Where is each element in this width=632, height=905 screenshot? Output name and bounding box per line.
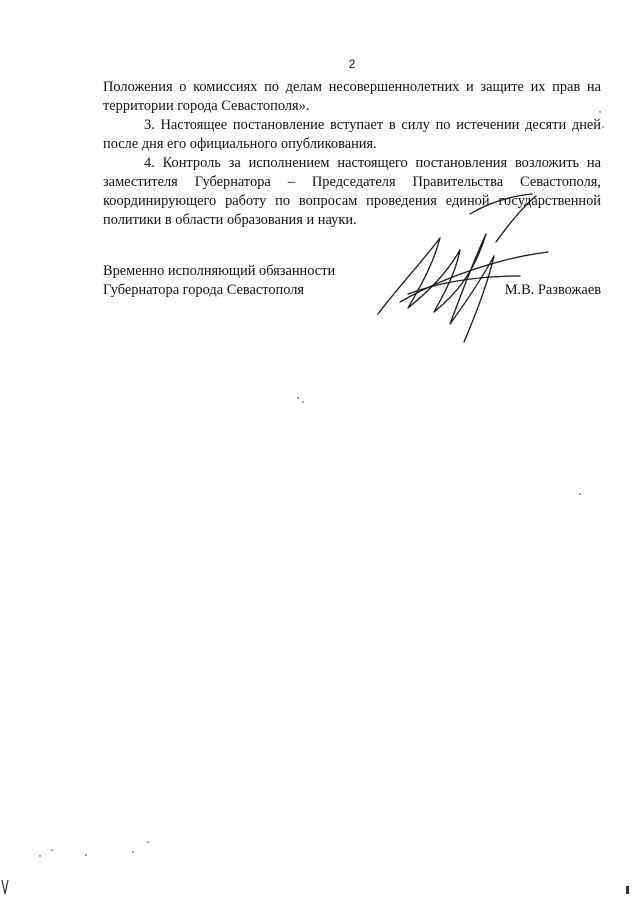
paragraph-4: 4. Контроль за исполнением настоящего постановления возложить на заместителя Губернатора – Председателя Правительства Севастополя, координирующего работу по вопросам проведения единой государственной политики в области образования и науки. bbox=[103, 155, 601, 228]
page-number: 2 bbox=[348, 57, 356, 71]
signer-position-line-2: Губернатора города Севастополя bbox=[103, 282, 305, 298]
paragraph-continuation: Положения о комиссиях по делам несовершеннолетних и защите их прав на территории города Севастополя». bbox=[103, 79, 601, 114]
signer-name: М.В. Развожаев bbox=[504, 282, 601, 298]
paragraph-3: 3. Настоящее постановление вступает в силу по истечении десяти дней после дня его официального опубликования. bbox=[103, 117, 601, 152]
signature-block bbox=[103, 262, 601, 300]
signer-position-line-1: Временно исполняющий обязанности bbox=[103, 263, 336, 279]
